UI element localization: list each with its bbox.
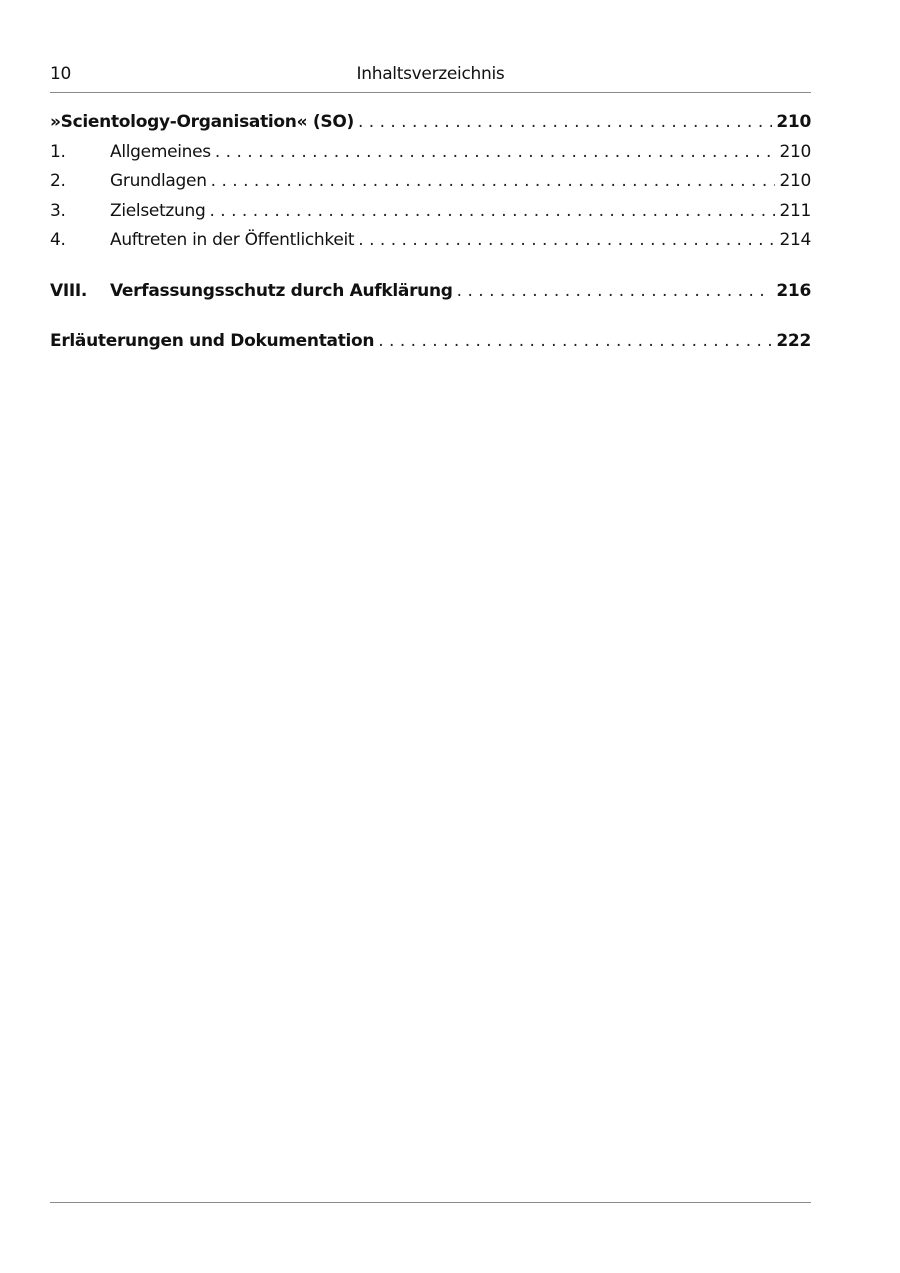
toc-entry-number: VIII.	[50, 280, 88, 301]
toc-entry-number: 1.	[50, 141, 66, 162]
toc-entry-page: 214	[775, 226, 811, 256]
toc-entry-page: 216	[772, 277, 811, 307]
toc-entry[interactable]	[50, 277, 811, 307]
toc-dot-leader	[358, 226, 775, 256]
table-of-contents	[50, 108, 811, 357]
toc-spacer	[50, 306, 811, 327]
toc-dot-leader	[211, 167, 776, 197]
page-header	[50, 62, 811, 93]
toc-entry-page: 211	[775, 197, 811, 227]
toc-entry[interactable]	[50, 138, 811, 168]
page-number: 10	[50, 64, 72, 84]
toc-dot-leader	[358, 108, 772, 138]
toc-dot-leader	[378, 327, 772, 357]
toc-entry-title: Verfassungsschutz durch Aufklärung	[110, 277, 457, 307]
toc-entry[interactable]	[50, 108, 811, 138]
footer-rule	[50, 1202, 811, 1203]
toc-entry-title: »Scientology-Organisation« (SO)	[50, 108, 358, 138]
toc-entry-page: 222	[772, 327, 811, 357]
toc-entry-title: Auftreten in der Öffentlichkeit	[110, 226, 358, 256]
toc-entry-title: Grundlagen	[110, 167, 211, 197]
toc-entry[interactable]	[50, 167, 811, 197]
toc-entry-page: 210	[775, 138, 811, 168]
toc-entry[interactable]	[50, 197, 811, 227]
toc-entry-title: Allgemeines	[110, 138, 215, 168]
toc-dot-leader	[210, 197, 776, 227]
toc-entry-number: 4.	[50, 230, 66, 250]
toc-entry-page: 210	[772, 108, 811, 138]
toc-entry-title: Zielsetzung	[110, 197, 210, 227]
running-head: Inhaltsverzeichnis	[356, 64, 505, 84]
toc-entry-title: Erläuterungen und Dokumentation	[50, 327, 378, 357]
toc-spacer	[50, 256, 811, 277]
toc-entry-number: 3.	[50, 200, 66, 221]
toc-dot-leader	[215, 138, 776, 168]
toc-dot-leader	[457, 277, 773, 307]
toc-entry[interactable]	[50, 226, 811, 256]
toc-entry-page: 210	[775, 167, 811, 197]
toc-entry[interactable]	[50, 327, 811, 357]
toc-entry-number: 2.	[50, 171, 66, 191]
